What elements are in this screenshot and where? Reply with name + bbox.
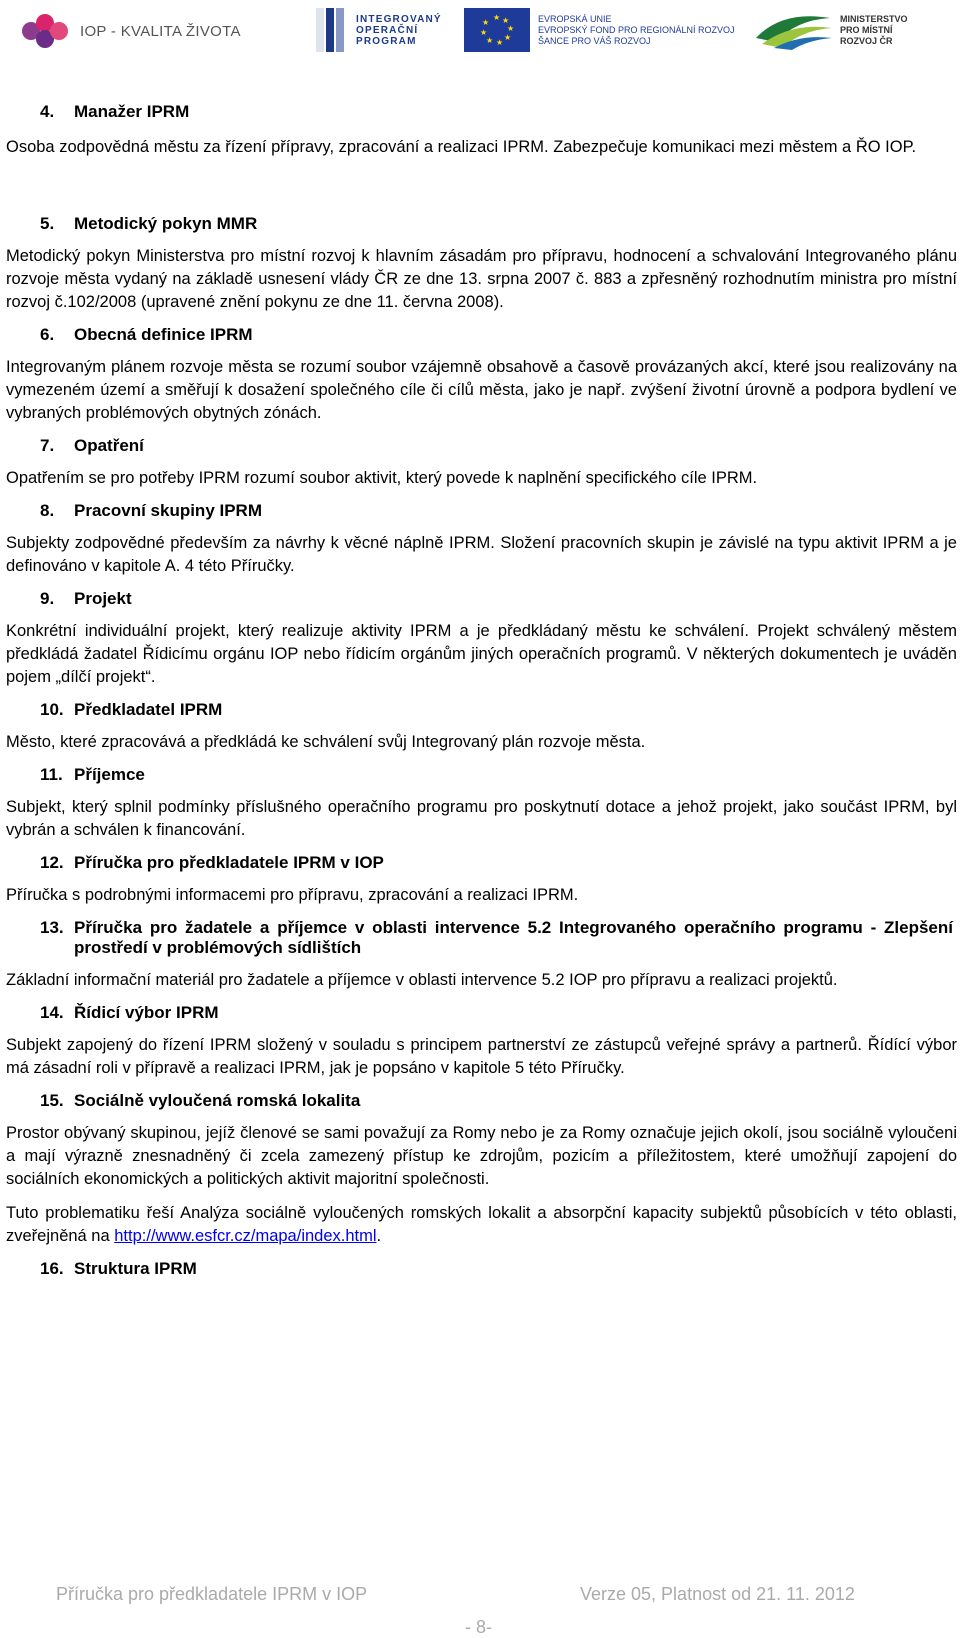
eu-flag-icon: ★ ★ ★ ★ ★ ★ ★ ★	[464, 8, 530, 52]
mmr-line-2: PRO MÍSTNÍ	[840, 24, 893, 35]
section-14-heading: 14. Řídicí výbor IPRM	[40, 1003, 219, 1022]
integrovany-operacni-program-logo	[316, 8, 442, 52]
section-6-text: Integrovaným plánem rozvoje města se rozumí soubor vzájemně obsahově a časově provázaných akcí, které jsou realizovány na vymezeném území a směřují k dosažení společného cíle či cílů města, jako je např. zvýšení životní úrovně a podpora bydlení ve vybraných problémových obytných zónách.	[6, 358, 957, 422]
section-13-heading: 13. Příručka pro žadatele a příjemce v oblasti intervence 5.2 Integrovaného operačního programu - Zlepšení prostředí v problémových sídlištích	[40, 918, 953, 957]
section-14-text: Subjekt zapojený do řízení IPRM složený v souladu s principem partnerství ze zástupců veřejné správy a partnerů. Řídící výbor má zásadní roli v přípravě a realizaci IPRM, jak je popsáno v kapitole 5 této Příručky.	[6, 1036, 957, 1077]
mmr-logo	[752, 8, 908, 52]
section-12-text: Příručka s podrobnými informacemi pro přípravu, zpracování a realizaci IPRM.	[6, 886, 579, 904]
section-16-heading: 16. Struktura IPRM	[40, 1259, 197, 1278]
document-body	[6, 102, 957, 1279]
section-4-heading: 4. Manažer IPRM	[40, 102, 190, 121]
iop-program-icon	[316, 8, 348, 52]
page-header	[0, 0, 960, 62]
section-7-text: Opatřením se pro potřeby IPRM rozumí soubor aktivit, který povede k naplnění specifického cíle IPRM.	[6, 469, 758, 487]
iop-program-line-2: OPERAČNÍ	[356, 24, 419, 36]
section-6-heading: 6. Obecná definice IPRM	[40, 325, 253, 344]
section-4-text: Osoba zodpovědná městu za řízení přípravy, zpracování a realizaci IPRM. Zabezpečuje komunikaci mezi městem a ŘO IOP.	[6, 138, 917, 156]
section-9-heading: 9. Projekt	[40, 589, 132, 608]
section-5-heading: 5. Metodický pokyn MMR	[40, 214, 258, 233]
mmr-line-1: MINISTERSTVO	[840, 13, 908, 24]
iop-logo	[22, 14, 241, 48]
section-7-heading: 7. Opatření	[40, 436, 144, 455]
page-number: - 8-	[465, 1617, 492, 1637]
eu-line-3: ŠANCE PRO VÁŠ ROZVOJ	[538, 35, 651, 46]
section-10-heading: 10. Předkladatel IPRM	[40, 700, 223, 719]
iop-hexagon-icon	[22, 14, 70, 48]
section-12-heading: 12. Příručka pro předkladatele IPRM v IOP	[40, 853, 384, 872]
eu-line-2: EVROPSKÝ FOND PRO REGIONÁLNÍ ROZVOJ	[538, 24, 735, 35]
eu-logo	[464, 8, 735, 52]
section-5-text: Metodický pokyn Ministerstva pro místní rozvoj k hlavním zásadám pro přípravu, hodnocení a schvalování Integrovaného plánu rozvoje města vydaný na základě usnesení vlády ČR ze dne 13. srpna 2007 č. 883 a zpřesněný rozhodnutím ministra pro místní rozvoj č.102/2008 (upravené znění pokynu ze dne 11. června 2008).	[6, 247, 957, 311]
section-11-heading: 11. Příjemce	[40, 765, 145, 784]
iop-program-line-1: INTEGROVANÝ	[356, 13, 442, 25]
mmr-swoosh-icon	[752, 8, 834, 52]
section-8-text: Subjekty zodpovědné především za návrhy k věcné náplně IPRM. Složení pracovních skupin je závislé na typu aktivit IPRM a je definováno v kapitole A. 4 této Příručky.	[6, 534, 957, 575]
eu-line-1: EVROPSKÁ UNIE	[538, 13, 612, 24]
section-8-heading: 8. Pracovní skupiny IPRM	[40, 501, 262, 520]
iop-label: IOP - KVALITA ŽIVOTA	[80, 22, 241, 40]
section-15-text: Prostor obývaný skupinou, jejíž členové se sami považují za Romy nebo je za Romy označuje jejich okolí, jsou sociálně vyloučeni a mají výrazně znesnadněný či zcela zamezený přístup ke zdrojům, pozicím a příležitostem, které umožňují zapojení do sociálních ekonomických a politických aktivit majoritní společnosti.	[6, 1124, 957, 1188]
section-10-text: Město, které zpracovává a předkládá ke schválení svůj Integrovaný plán rozvoje města.	[6, 733, 646, 751]
footer-version: Verze 05, Platnost od 21. 11. 2012	[580, 1584, 855, 1604]
section-15-heading: 15. Sociálně vyloučená romská lokalita	[40, 1091, 361, 1110]
mmr-line-3: ROZVOJ ČR	[840, 35, 893, 46]
esfcr-map-link[interactable]: http://www.esfcr.cz/mapa/index.html	[114, 1227, 377, 1245]
section-11-text: Subjekt, který splnil podmínky příslušného operačního programu pro poskytnutí dotace a jehož projekt, jako součást IPRM, byl vybrán a schválen k financování.	[6, 798, 957, 839]
iop-program-line-3: PROGRAM	[356, 35, 417, 47]
section-9-text: Konkrétní individuální projekt, který realizuje aktivity IPRM a je předkládaný městu ke schválení. Projekt schválený městem předkládá žadatel Řídicímu orgánu IOP nebo řídicím orgánům jiných operačních programů. V některých dokumentech je uváděn pojem „dílčí projekt“.	[6, 622, 957, 686]
section-15-text-2: Tuto problematiku řeší Analýza sociálně vyloučených romských lokalit a absorpční kapacity subjektů působících v této oblasti, zveřejněná na http://www.esfcr.cz/mapa/index.html.	[6, 1204, 957, 1245]
footer-document-title: Příručka pro předkladatele IPRM v IOP	[56, 1584, 368, 1604]
section-13-text: Základní informační materiál pro žadatele a příjemce v oblasti intervence 5.2 IOP pro přípravu a realizaci projektů.	[6, 971, 838, 989]
